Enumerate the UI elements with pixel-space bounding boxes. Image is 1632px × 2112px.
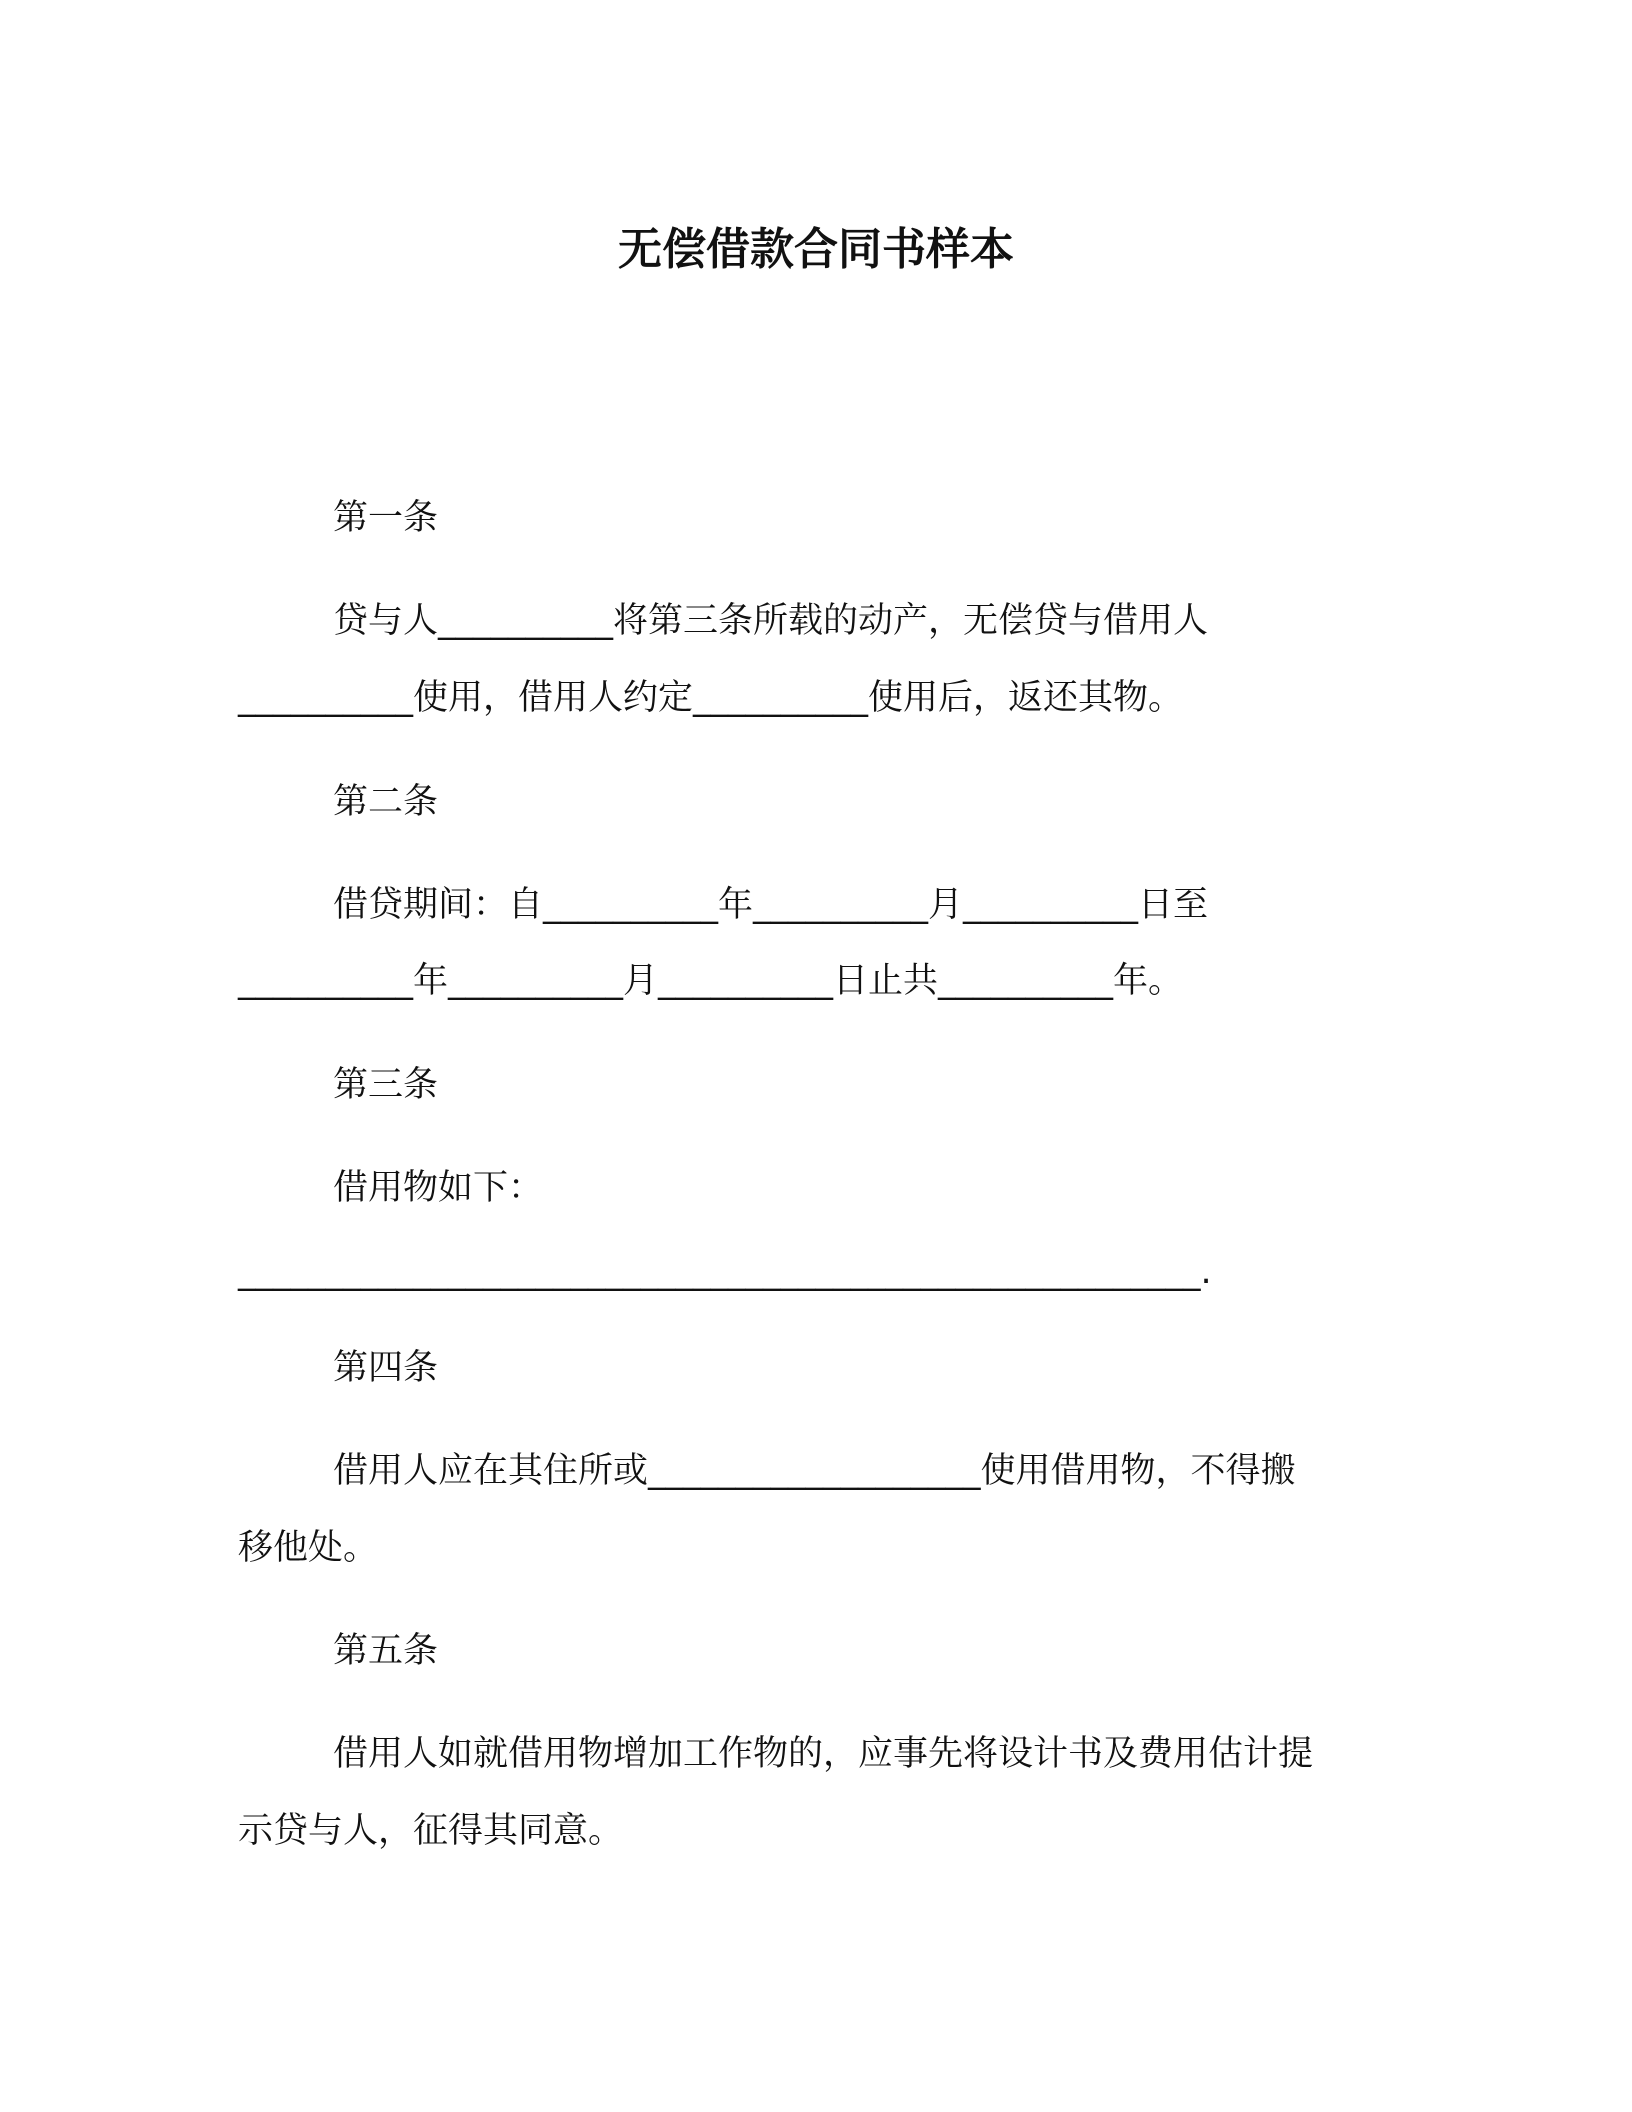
document-title: 无偿借款合同书样本: [618, 224, 1014, 275]
article-5-line-2: 示贷与人，征得其同意。: [238, 1811, 624, 1851]
article-1-line-2: __________使用，借用人约定__________使用后，返还其物。: [238, 678, 1184, 718]
article-5-line-1: 借用人如就借用物增加工作物的，应事先将设计书及费用估计提: [333, 1734, 1314, 1774]
article-4-heading: 第四条: [333, 1348, 439, 1388]
article-4-line-1: 借用人应在其住所或___________________使用借用物，不得搬: [333, 1451, 1296, 1491]
article-3-line-2: _______________________________________________________.: [238, 1252, 1212, 1292]
article-2-line-1: 借贷期间：自__________年__________月__________日至: [333, 885, 1209, 925]
article-5-heading: 第五条: [333, 1631, 439, 1671]
article-1-heading: 第一条: [333, 498, 439, 538]
article-2-heading: 第二条: [333, 782, 439, 822]
article-3-heading: 第三条: [333, 1065, 439, 1105]
article-2-line-2: __________年__________月__________日止共__________年。: [238, 961, 1184, 1001]
article-4-line-2: 移他处。: [238, 1528, 379, 1568]
article-3-line-1: 借用物如下：: [333, 1168, 544, 1208]
article-1-line-1: 贷与人__________将第三条所载的动产，无偿贷与借用人: [333, 601, 1209, 641]
